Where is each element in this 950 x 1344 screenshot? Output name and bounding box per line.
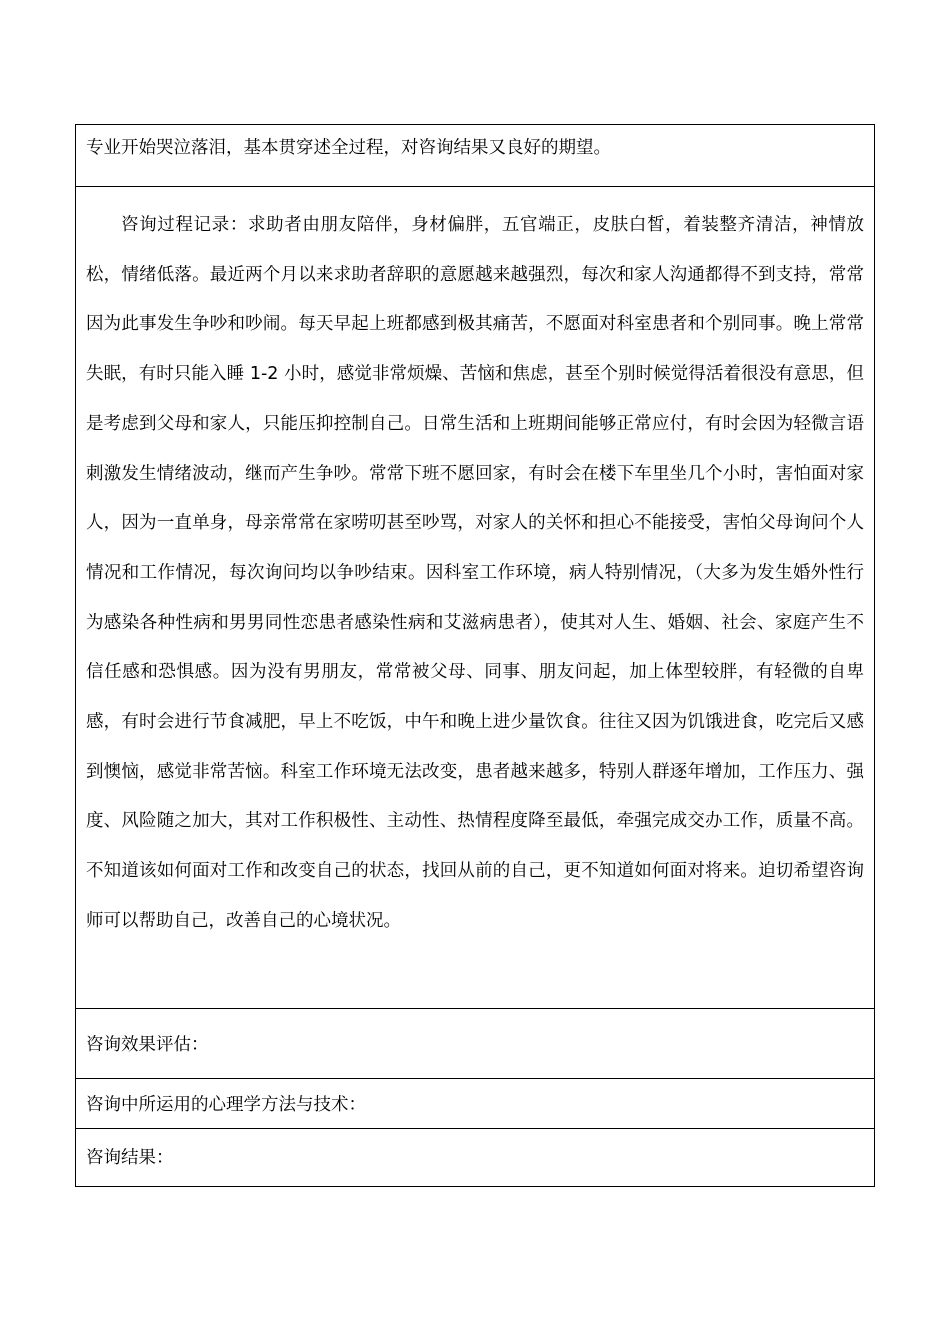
process-record-row <box>76 186 874 1008</box>
consultation-result-label: 咨询结果： <box>86 1148 174 1168</box>
intro-row <box>76 125 874 186</box>
consultation-result-row <box>76 1128 874 1186</box>
methods-techniques-row <box>76 1078 874 1128</box>
consultation-record-table <box>75 124 875 1187</box>
methods-techniques-label: 咨询中所运用的心理学方法与技术： <box>86 1095 366 1115</box>
process-record-text: 咨询过程记录：求助者由朋友陪伴，身材偏胖，五官端正，皮肤白皙，着装整齐清洁，神情放松，情绪低落。最近两个月以来求助者辞职的意愿越来越强烈，每次和家人沟通都得不到支持，常常因为此事发生争吵和吵闹。每天早起上班都感到极其痛苦，不愿面对科室患者和个别同事。晚上常常失眠，有时只能入睡 1-2 小时，感觉非常烦燥、苦恼和焦虑，甚至个别时候觉得活着很没有意思，但是考虑到父母和家人，只能压抑控制自己。日常生活和上班期间能够正常应付，有时会因为轻微言语刺激发生情绪波动，继而产生争吵。常常下班不愿回家，有时会在楼下车里坐几个小时，害怕面对家人，因为一直单身，母亲常常在家唠叨甚至吵骂，对家人的关怀和担心不能接受，害怕父母询问个人情况和工作情况，每次询问均以争吵结束。因科室工作环境，病人特别情况，（大多为发生婚外性行为感染各种性病和男男同性恋患者感染性病和艾滋病患者），使其对人生、婚姻、社会、家庭产生不信任感和恐惧感。因为没有男朋友，常常被父母、同事、朋友问起，加上体型较胖，有轻微的自卑感，有时会进行节食减肥，早上不吃饭，中午和晚上进少量饮食。往往又因为饥饿进食，吃完后又感到懊恼，感觉非常苦恼。科室工作环境无法改变，患者越来越多，特别人群逐年增加，工作压力、强度、风险随之加大，其对工作积极性、主动性、热情程度降至最低，牵强完成交办工作，质量不高。不知道该如何面对工作和改变自己的状态，找回从前的自己，更不知道如何面对将来。迫切希望咨询师可以帮助自己，改善自己的心境状况。 <box>86 215 864 931</box>
effect-evaluation-label: 咨询效果评估： <box>86 1035 209 1055</box>
effect-evaluation-row <box>76 1008 874 1078</box>
intro-text: 专业开始哭泣落泪，基本贯穿述全过程，对咨询结果又良好的期望。 <box>86 138 611 158</box>
